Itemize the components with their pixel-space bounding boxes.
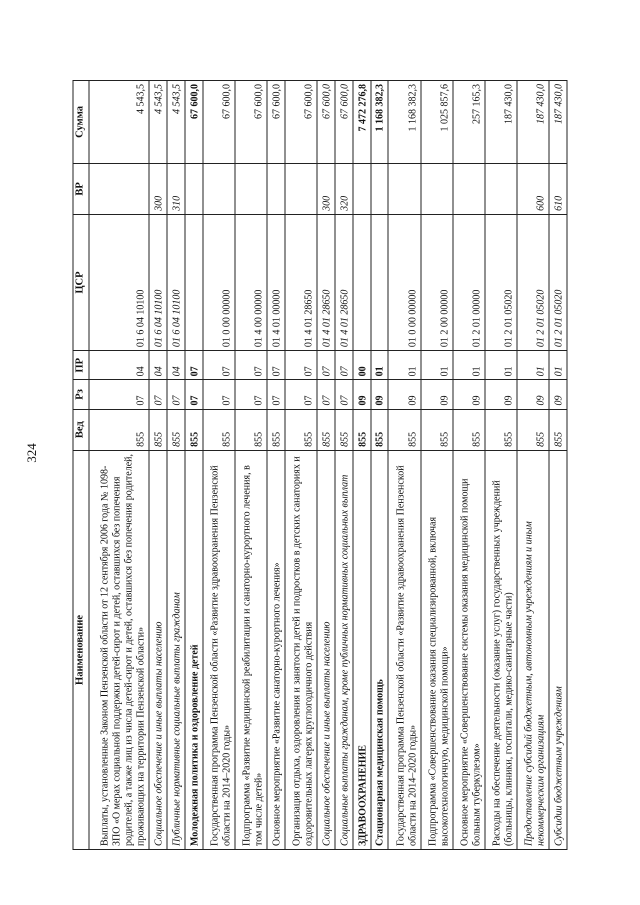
table-row (89, 81, 150, 850)
table-row (235, 81, 267, 850)
cell-csr: 01 2 01 05020 (549, 214, 567, 350)
cell-csr: 01 0 00 00000 (388, 214, 420, 350)
cell-pr: 01 (485, 351, 517, 380)
page-number: 324 (24, 443, 39, 463)
header-sum: Сумма (73, 81, 89, 164)
table-row (353, 81, 371, 850)
header-pr: ПР (73, 351, 89, 380)
cell-csr (185, 214, 203, 350)
cell-sum: 1 168 382,3 (388, 81, 420, 164)
cell-vr (353, 163, 371, 214)
header-ved: Вед (73, 409, 89, 450)
cell-rz: 09 (388, 380, 420, 409)
cell-name: Молодежная политика и оздоровление детей (185, 450, 203, 849)
cell-sum: 67 600,0 (335, 81, 353, 164)
cell-ved: 855 (285, 409, 317, 450)
cell-rz: 07 (235, 380, 267, 409)
cell-vr: 320 (335, 163, 353, 214)
cell-vr: 610 (549, 163, 567, 214)
rotated-table-wrapper (73, 80, 568, 850)
cell-sum: 67 600,0 (185, 81, 203, 164)
cell-sum: 4 543,5 (89, 81, 150, 164)
cell-rz: 07 (149, 380, 167, 409)
table-row (317, 81, 335, 850)
cell-pr: 04 (167, 351, 185, 380)
cell-csr (353, 214, 371, 350)
cell-rz: 09 (453, 380, 485, 409)
cell-pr: 04 (149, 351, 167, 380)
cell-sum: 187 430,0 (517, 81, 549, 164)
cell-csr: 01 0 00 00000 (203, 214, 235, 350)
cell-pr: 01 (549, 351, 567, 380)
cell-ved: 855 (485, 409, 517, 450)
cell-rz: 07 (89, 380, 150, 409)
header-name: Наименование (73, 450, 89, 849)
cell-rz: 09 (371, 380, 389, 409)
cell-ved: 855 (317, 409, 335, 450)
cell-sum: 67 600,0 (285, 81, 317, 164)
cell-pr: 07 (235, 351, 267, 380)
cell-ved: 855 (185, 409, 203, 450)
cell-name: Стационарная медицинская помощь (371, 450, 389, 849)
cell-sum: 257 165,3 (453, 81, 485, 164)
cell-sum: 1 168 382,3 (371, 81, 389, 164)
cell-ved: 855 (371, 409, 389, 450)
cell-pr: 01 (371, 351, 389, 380)
cell-csr: 01 6 04 10100 (149, 214, 167, 350)
table-row (149, 81, 167, 850)
cell-csr: 01 2 00 00000 (421, 214, 453, 350)
cell-rz: 07 (335, 380, 353, 409)
cell-pr: 07 (317, 351, 335, 380)
table-row (167, 81, 185, 850)
cell-name: Организация отдыха, оздоровления и занятости детей и подростков в детских санаториях и оздоровительных лагерях круглогодичного действия (285, 450, 317, 849)
cell-csr: 01 2 01 05020 (517, 214, 549, 350)
cell-name: Основное мероприятие «Развитие санаторно-курортного лечения» (267, 450, 285, 849)
cell-ved: 855 (235, 409, 267, 450)
cell-pr: 01 (388, 351, 420, 380)
cell-pr: 07 (335, 351, 353, 380)
table-row (203, 81, 235, 850)
cell-ved: 855 (388, 409, 420, 450)
cell-ved: 855 (453, 409, 485, 450)
cell-vr (267, 163, 285, 214)
cell-csr: 01 6 04 10100 (89, 214, 150, 350)
cell-ved: 855 (267, 409, 285, 450)
cell-csr: 01 4 01 28650 (335, 214, 353, 350)
cell-ved: 855 (167, 409, 185, 450)
cell-pr: 01 (453, 351, 485, 380)
cell-name: Предоставление субсидий бюджетным, автономным учреждениям и иным некоммерческим организациям (517, 450, 549, 849)
cell-rz: 09 (549, 380, 567, 409)
table-row (285, 81, 317, 850)
cell-sum: 187 430,0 (485, 81, 517, 164)
cell-sum: 4 543,5 (149, 81, 167, 164)
header-csr: ЦСР (73, 214, 89, 350)
cell-name: Социальные выплаты гражданам, кроме публичных нормативных социальных выплат (335, 450, 353, 849)
cell-vr (485, 163, 517, 214)
cell-name: Социальное обеспечение и иные выплаты населению (317, 450, 335, 849)
cell-rz: 09 (517, 380, 549, 409)
table-row (421, 81, 453, 850)
cell-vr (371, 163, 389, 214)
cell-rz: 07 (185, 380, 203, 409)
cell-csr (371, 214, 389, 350)
table-row (485, 81, 517, 850)
cell-csr: 01 4 01 28650 (317, 214, 335, 350)
cell-rz: 07 (317, 380, 335, 409)
table-row (267, 81, 285, 850)
cell-sum: 1 025 857,6 (421, 81, 453, 164)
cell-csr: 01 4 01 28650 (285, 214, 317, 350)
cell-vr (185, 163, 203, 214)
cell-name: Государственная программа Пензенской области «Развитие здравоохранения Пензенской области на 2014–2020 годы» (203, 450, 235, 849)
cell-name: Государственная программа Пензенской области «Развитие здравоохранения Пензенской области на 2014–2020 годы» (388, 450, 420, 849)
cell-name: Субсидии бюджетным учреждениям (549, 450, 567, 849)
cell-ved: 855 (421, 409, 453, 450)
cell-rz: 07 (203, 380, 235, 409)
cell-name: Основное мероприятие «Совершенствование системы оказания медицинской помощи больным туберкулезом» (453, 450, 485, 849)
header-vr: ВР (73, 163, 89, 214)
cell-rz: 09 (353, 380, 371, 409)
table-row (388, 81, 420, 850)
cell-ved: 855 (517, 409, 549, 450)
cell-pr: 07 (285, 351, 317, 380)
cell-sum: 67 600,0 (267, 81, 285, 164)
cell-pr: 07 (267, 351, 285, 380)
cell-pr: 07 (203, 351, 235, 380)
cell-pr: 01 (517, 351, 549, 380)
cell-ved: 855 (353, 409, 371, 450)
cell-csr: 01 4 00 00000 (235, 214, 267, 350)
cell-sum: 67 600,0 (235, 81, 267, 164)
cell-vr (388, 163, 420, 214)
cell-ved: 855 (549, 409, 567, 450)
cell-csr: 01 2 01 05020 (485, 214, 517, 350)
table-header-row (73, 81, 89, 850)
cell-name: Социальное обеспечение и иные выплаты населению (149, 450, 167, 849)
cell-name: Подпрограмма «Развитие медицинской реабилитации и санаторно-курортного лечения, в том числе детей» (235, 450, 267, 849)
cell-pr: 01 (421, 351, 453, 380)
cell-pr: 07 (185, 351, 203, 380)
table-row (549, 81, 567, 850)
cell-vr: 300 (317, 163, 335, 214)
table-row (335, 81, 353, 850)
cell-sum: 187 430,0 (549, 81, 567, 164)
cell-name: Выплаты, установленные Законом Пензенской области от 12 сентября 2006 года № 1098-ЗПО «О мерах социальной поддержки детей-сирот и детей, оставшихся без попечения родителей, а также лиц из числа детей-сирот и детей, оставшихся без попечения родителей, проживающих на территории Пензенской области» (89, 450, 150, 849)
cell-csr: 01 2 01 00000 (453, 214, 485, 350)
cell-ved: 855 (89, 409, 150, 450)
cell-name: ЗДРАВООХРАНЕНИЕ (353, 450, 371, 849)
cell-vr: 600 (517, 163, 549, 214)
cell-vr (285, 163, 317, 214)
cell-ved: 855 (149, 409, 167, 450)
budget-table (73, 80, 568, 850)
table-body (89, 81, 567, 850)
cell-rz: 09 (485, 380, 517, 409)
cell-csr: 01 4 01 00000 (267, 214, 285, 350)
cell-ved: 855 (335, 409, 353, 450)
cell-pr: 00 (353, 351, 371, 380)
table-row (371, 81, 389, 850)
cell-ved: 855 (203, 409, 235, 450)
cell-vr (453, 163, 485, 214)
cell-name: Публичные нормативные социальные выплаты гражданам (167, 450, 185, 849)
cell-rz: 09 (421, 380, 453, 409)
cell-sum: 7 472 276,8 (353, 81, 371, 164)
cell-rz: 07 (167, 380, 185, 409)
cell-rz: 07 (267, 380, 285, 409)
cell-sum: 67 600,0 (203, 81, 235, 164)
cell-csr: 01 6 04 10100 (167, 214, 185, 350)
cell-vr (421, 163, 453, 214)
cell-vr (235, 163, 267, 214)
cell-name: Подпрограмма «Совершенствование оказания специализированной, включая высокотехнологичную, медицинской помощи» (421, 450, 453, 849)
cell-vr (89, 163, 150, 214)
table-row (453, 81, 485, 850)
cell-sum: 67 600,0 (317, 81, 335, 164)
cell-vr (203, 163, 235, 214)
cell-rz: 07 (285, 380, 317, 409)
cell-vr: 310 (167, 163, 185, 214)
cell-pr: 04 (89, 351, 150, 380)
table-row (517, 81, 549, 850)
header-rz: Рз (73, 380, 89, 409)
table-row (185, 81, 203, 850)
cell-name: Расходы на обеспечение деятельности (оказание услуг) государственных учреждений (больницы, клиники, госпитали, медико-санитарные части) (485, 450, 517, 849)
cell-sum: 4 543,5 (167, 81, 185, 164)
cell-vr: 300 (149, 163, 167, 214)
